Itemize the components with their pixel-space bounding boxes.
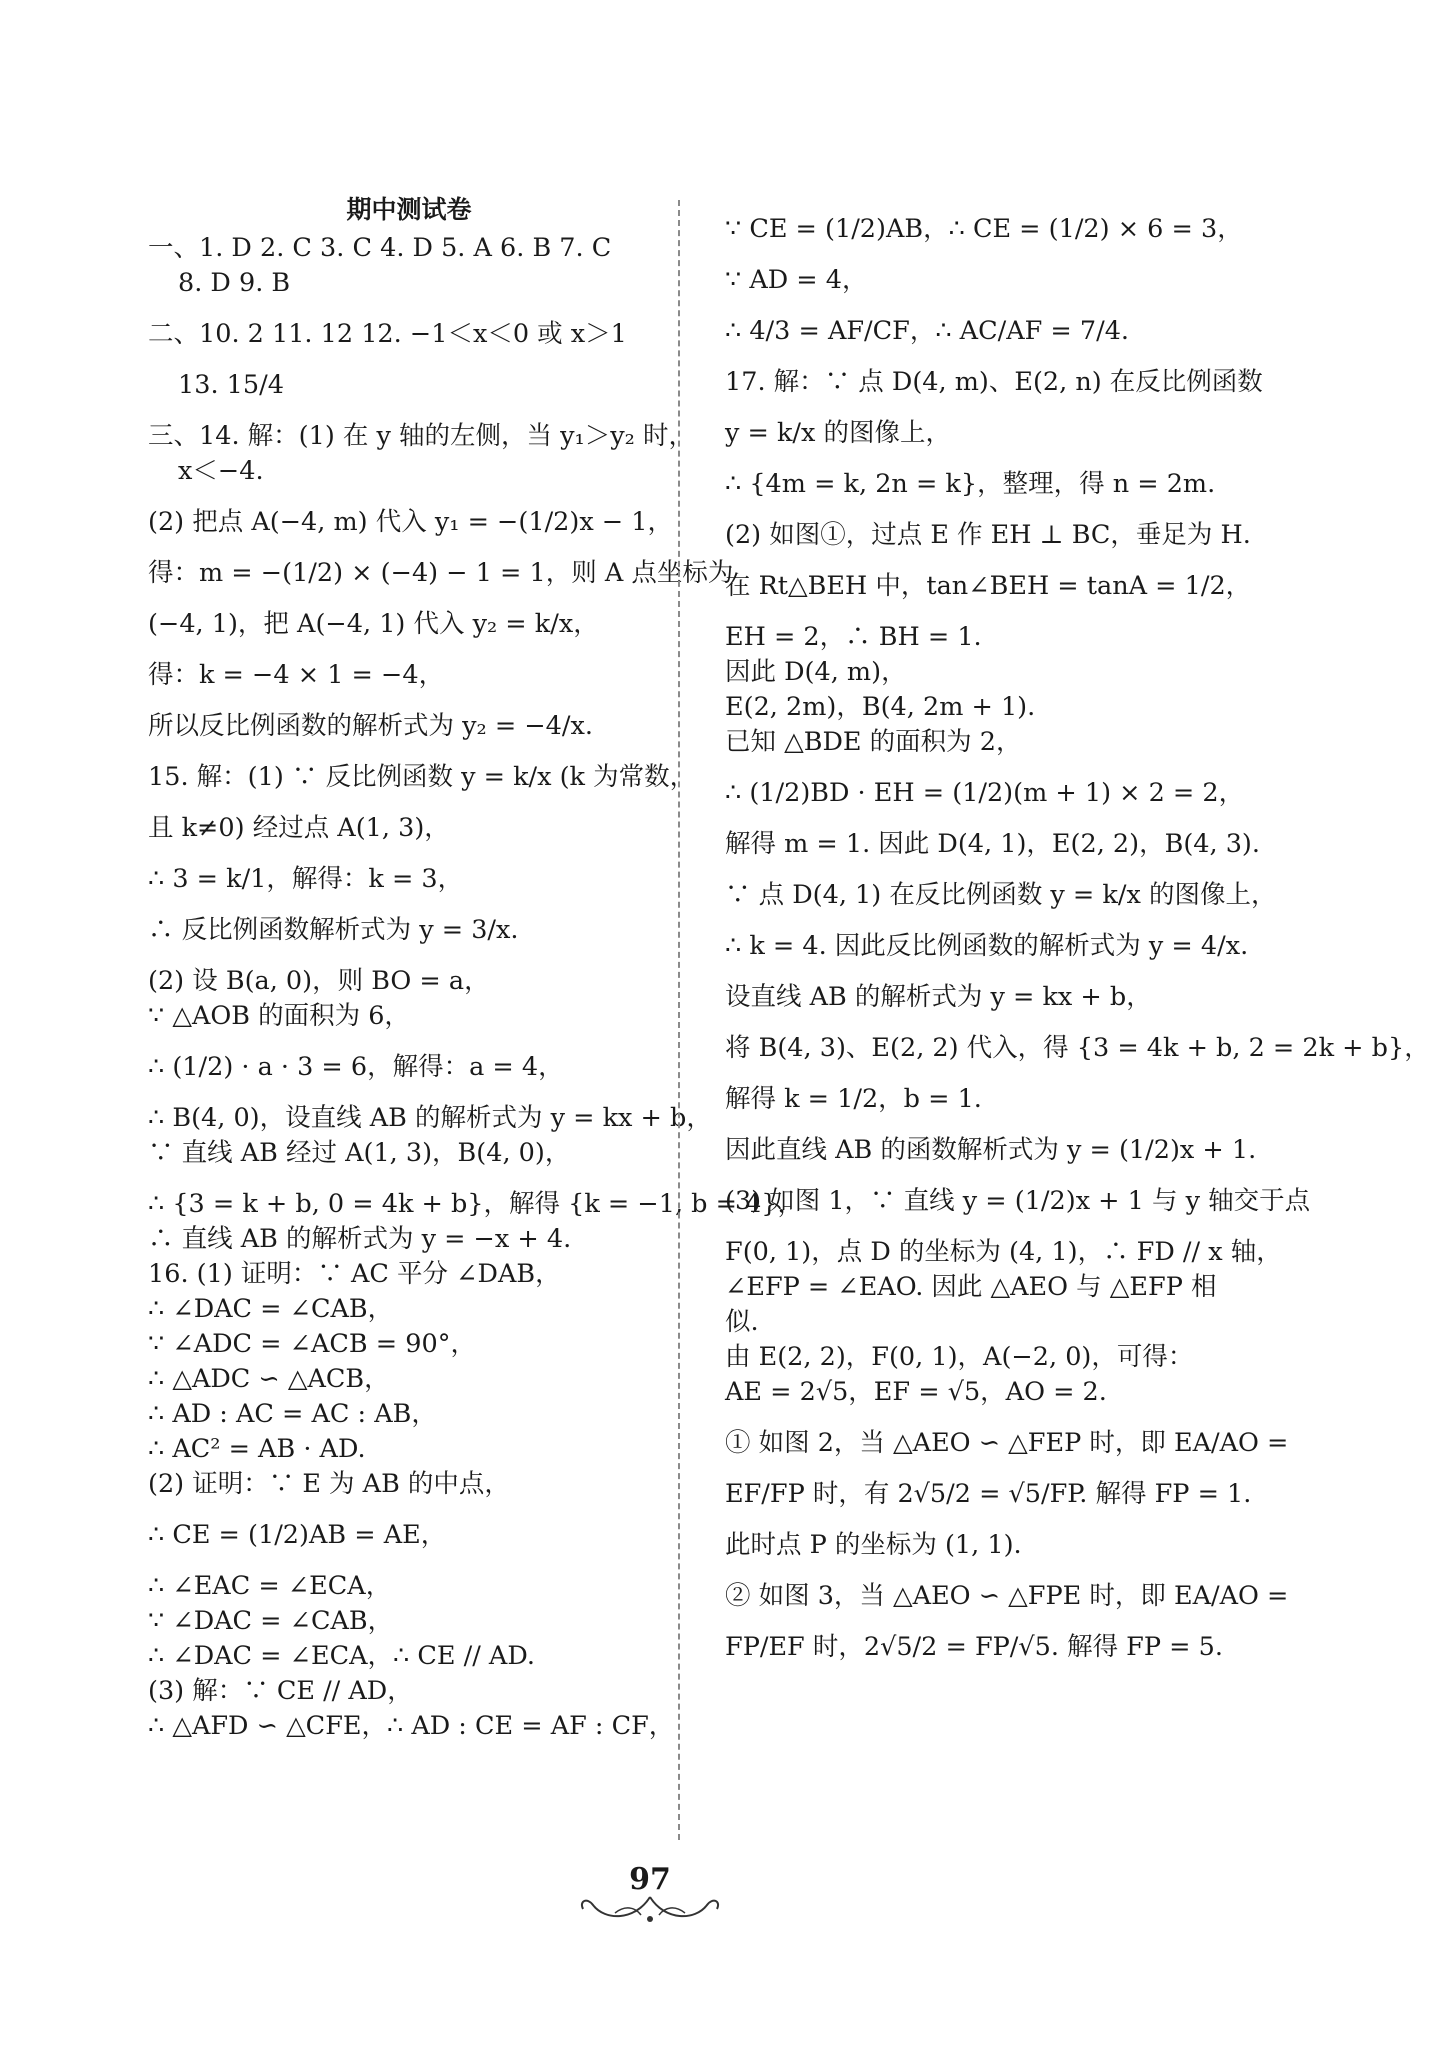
- column-divider: [678, 200, 680, 1840]
- answer-line: ∴ ∠DAC = ∠ECA，∴ CE // AD.: [148, 1641, 535, 1671]
- answer-line: ∵ CE = (1/2)AB，∴ CE = (1/2) × 6 = 3，: [725, 214, 1243, 244]
- answer-line: 由 E(2, 2)，F(0, 1)，A(−2, 0)，可得：: [725, 1342, 1194, 1372]
- answer-line: ∵ 点 D(4, 1) 在反比例函数 y = k/x 的图像上，: [725, 880, 1277, 910]
- answer-line: EH = 2，∴ BH = 1.: [725, 622, 982, 652]
- answer-line: (3) 如图 1，∵ 直线 y = (1/2)x + 1 与 y 轴交于点: [725, 1186, 1311, 1216]
- answer-line: 此时点 P 的坐标为 (1, 1).: [725, 1530, 1022, 1560]
- answer-line: 在 Rt△BEH 中，tan∠BEH = tanA = 1/2，: [725, 571, 1252, 601]
- answer-line: ∴ 4/3 = AF/CF，∴ AC/AF = 7/4.: [725, 316, 1130, 346]
- answer-line: E(2, 2m)，B(4, 2m + 1).: [725, 692, 1036, 722]
- answer-line: 16. (1) 证明：∵ AC 平分 ∠DAB，: [148, 1259, 561, 1289]
- answer-line: (2) 证明：∵ E 为 AB 的中点，: [148, 1469, 510, 1499]
- answer-line: 且 k≠0) 经过点 A(1, 3)，: [148, 813, 450, 843]
- answer-line: ∴ (1/2) · a · 3 = 6，解得：a = 4，: [148, 1052, 564, 1082]
- answer-line: 设直线 AB 的解析式为 y = kx + b，: [725, 982, 1152, 1012]
- answer-line: 8. D 9. B: [178, 268, 291, 298]
- answer-line: 将 B(4, 3)、E(2, 2) 代入，得 {3 = 4k + b, 2 = 2k + b}，: [725, 1033, 1430, 1063]
- answer-line: ∴ △AFD ∽ △CFE，∴ AD : CE = AF : CF，: [148, 1711, 675, 1741]
- answer-line: ① 如图 2，当 △AEO ∽ △FEP 时，即 EA/AO =: [725, 1428, 1289, 1458]
- answer-line: ∴ 反比例函数解析式为 y = 3/x.: [148, 915, 519, 945]
- answer-line: AE = 2√5，EF = √5，AO = 2.: [725, 1377, 1107, 1407]
- answer-line: 13. 15/4: [178, 370, 284, 400]
- answer-line: ∵ ∠DAC = ∠CAB，: [148, 1606, 394, 1636]
- answer-line: 所以反比例函数的解析式为 y₂ = −4/x.: [148, 711, 593, 741]
- answer-line: 得：m = −(1/2) × (−4) − 1 = 1，则 A 点坐标为: [148, 558, 734, 588]
- answer-line: ∵ △AOB 的面积为 6，: [148, 1001, 410, 1031]
- answer-line: 得：k = −4 × 1 = −4，: [148, 660, 445, 690]
- answer-line: 三、14. 解：(1) 在 y 轴的左侧，当 y₁＞y₂ 时，: [148, 421, 694, 451]
- answer-line: FP/EF 时，2√5/2 = FP/√5. 解得 FP = 5.: [725, 1632, 1223, 1662]
- answer-line: ∴ ∠EAC = ∠ECA，: [148, 1571, 392, 1601]
- answer-line: y = k/x 的图像上，: [725, 418, 952, 448]
- answer-line: ∴ B(4, 0)，设直线 AB 的解析式为 y = kx + b，: [148, 1103, 712, 1133]
- answer-line: ∴ ∠DAC = ∠CAB，: [148, 1294, 394, 1324]
- answer-line: ∵ AD = 4，: [725, 265, 868, 295]
- answer-line: 二、10. 2 11. 12 12. −1＜x＜0 或 x＞1: [148, 319, 627, 349]
- page-title: 期中测试卷: [346, 195, 472, 224]
- answer-line: x＜−4.: [178, 456, 264, 486]
- answer-line: (3) 解：∵ CE // AD，: [148, 1676, 413, 1706]
- answer-line: ② 如图 3，当 △AEO ∽ △FPE 时，即 EA/AO =: [725, 1581, 1289, 1611]
- answer-line: 一、1. D 2. C 3. C 4. D 5. A 6. B 7. C: [148, 233, 612, 263]
- answer-line: ∠EFP = ∠EAO. 因此 △AEO 与 △EFP 相: [725, 1272, 1217, 1302]
- answer-line: (2) 把点 A(−4, m) 代入 y₁ = −(1/2)x − 1，: [148, 507, 674, 537]
- answer-line: 已知 △BDE 的面积为 2，: [725, 727, 1022, 757]
- right-column: [725, 212, 1430, 1665]
- answer-line: ∴ {3 = k + b, 0 = 4k + b}，解得 {k = −1, b = 4}，: [148, 1189, 804, 1219]
- answer-line: 15. 解：(1) ∵ 反比例函数 y = k/x (k 为常数，: [148, 762, 696, 792]
- answer-line: ∴ (1/2)BD · EH = (1/2)(m + 1) × 2 = 2，: [725, 778, 1245, 808]
- answer-line: ∴ 直线 AB 的解析式为 y = −x + 4.: [148, 1224, 572, 1254]
- answer-line: (2) 设 B(a, 0)，则 BO = a，: [148, 966, 490, 996]
- answer-line: 17. 解：∵ 点 D(4, m)、E(2, n) 在反比例函数: [725, 367, 1263, 397]
- page-number: 97: [629, 1862, 671, 1897]
- page-footer: [0, 1862, 1300, 1927]
- answer-line: ∵ 直线 AB 经过 A(1, 3)，B(4, 0)，: [148, 1138, 571, 1168]
- answer-line: ∴ 3 = k/1，解得：k = 3，: [148, 864, 464, 894]
- answer-line: EF/FP 时，有 2√5/2 = √5/FP. 解得 FP = 1.: [725, 1479, 1252, 1509]
- answer-line: 似.: [725, 1307, 759, 1337]
- answer-line: 解得 m = 1. 因此 D(4, 1)，E(2, 2)，B(4, 3).: [725, 829, 1260, 859]
- answer-line: 因此直线 AB 的函数解析式为 y = (1/2)x + 1.: [725, 1135, 1257, 1165]
- answer-line: F(0, 1)，点 D 的坐标为 (4, 1)，∴ FD // x 轴，: [725, 1237, 1282, 1267]
- answer-line: (2) 如图①，过点 E 作 EH ⊥ BC，垂足为 H.: [725, 520, 1251, 550]
- answer-line: ∴ {4m = k, 2n = k}，整理，得 n = 2m.: [725, 469, 1216, 499]
- answer-line: ∴ AC² = AB · AD.: [148, 1434, 366, 1464]
- answer-line: 解得 k = 1/2，b = 1.: [725, 1084, 982, 1114]
- answer-line: ∴ △ADC ∽ △ACB，: [148, 1364, 390, 1394]
- answer-line: 因此 D(4, m)，: [725, 657, 907, 687]
- answer-line: ∵ ∠ADC = ∠ACB = 90°，: [148, 1329, 476, 1359]
- answer-line: (−4, 1)，把 A(−4, 1) 代入 y₂ = k/x，: [148, 609, 599, 639]
- answer-line: ∴ CE = (1/2)AB = AE，: [148, 1520, 447, 1550]
- answer-line: ∴ k = 4. 因此反比例函数的解析式为 y = 4/x.: [725, 931, 1249, 961]
- answer-line: ∴ AD : AC = AC : AB，: [148, 1399, 437, 1429]
